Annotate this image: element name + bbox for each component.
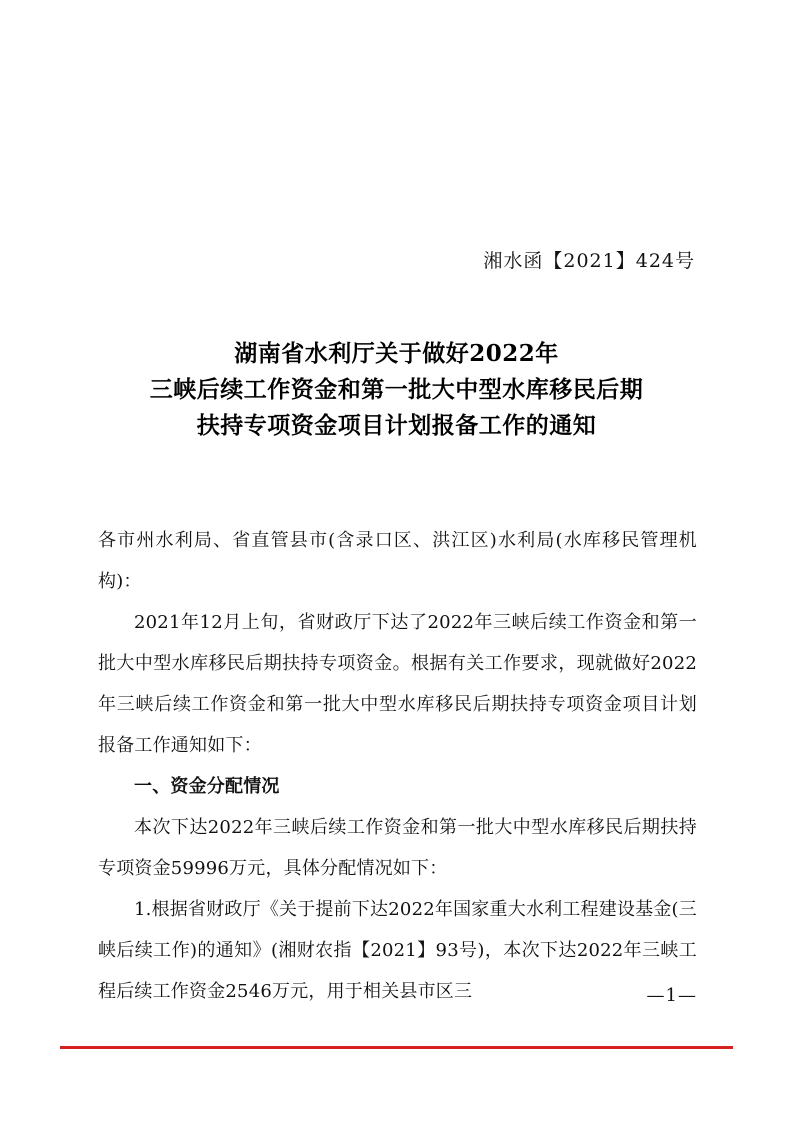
section-heading-1: 一、资金分配情况: [134, 776, 280, 797]
title-line-2: 三峡后续工作资金和第一批大中型水库移民后期: [149, 376, 644, 403]
paragraph-allocation-item-1: 1.根据省财政厅《关于提前下达2022年国家重大水利工程建设基金(三峡后续工作)的通知》(湘财农指【2021】93号)，本次下达2022年三峡工程后续工作资金2546万元，用于相关县市区三: [98, 899, 697, 1002]
document-body: [98, 520, 697, 1012]
title-line-3: 扶持专项资金项目计划报备工作的通知: [196, 412, 597, 439]
document-number: 湘水函【2021】424号: [483, 250, 695, 272]
document-title: [96, 336, 697, 444]
paragraph-recipient: 各市州水利局、省直管县市(含录口区、洪江区)水利局(水库移民管理机构)：: [98, 530, 697, 592]
title-line-1: 湖南省水利厅关于做好2022年: [234, 340, 559, 367]
page-number: —1—: [646, 985, 697, 1006]
footer-divider: [60, 1046, 733, 1049]
paragraph-intro: 2021年12月上旬，省财政厅下达了2022年三峡后续工作资金和第一批大中型水库移民后期扶持专项资金。根据有关工作要求，现就做好2022年三峡后续工作资金和第一批大中型水库移民后期扶持专项资金项目计划报备工作通知如下：: [98, 612, 697, 756]
paragraph-allocation-total: 本次下达2022年三峡后续工作资金和第一批大中型水库移民后期扶持专项资金59996万元，具体分配情况如下：: [98, 817, 697, 879]
